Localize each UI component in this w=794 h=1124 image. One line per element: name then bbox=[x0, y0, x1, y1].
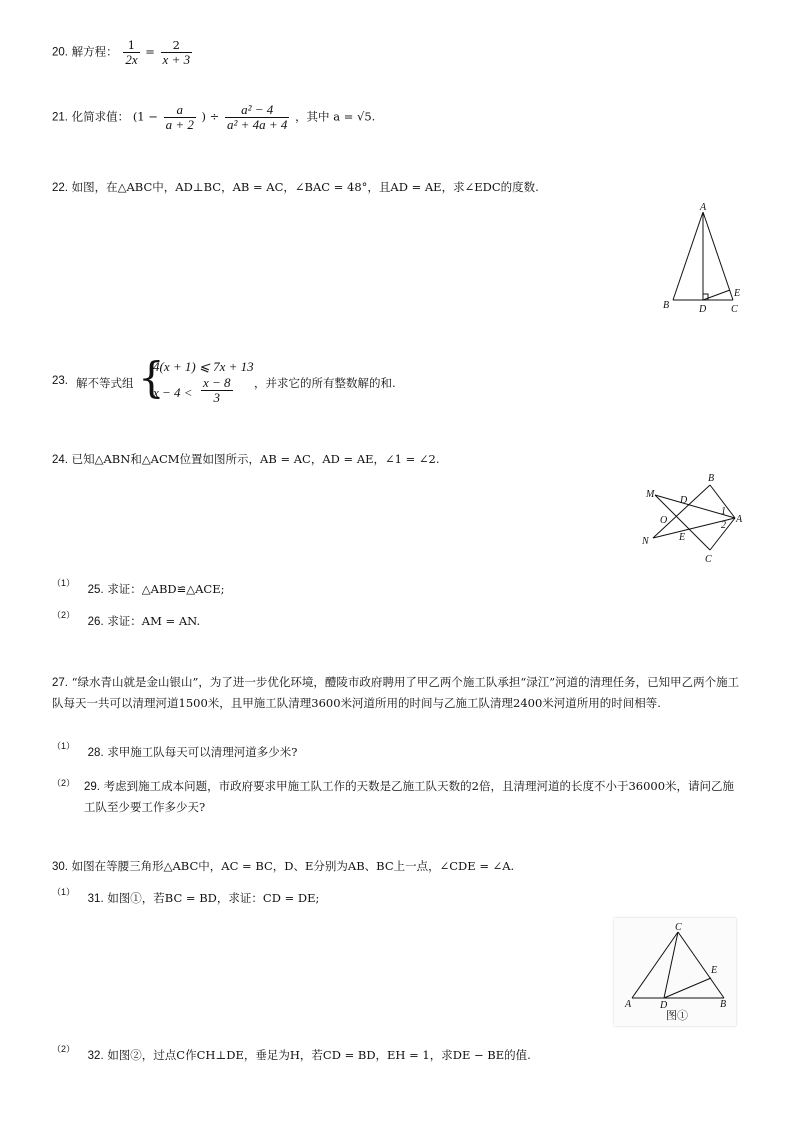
question-number: 27. bbox=[52, 677, 68, 689]
label-E: E bbox=[679, 532, 686, 543]
question-text: 如图，在△ABC中，AD⊥BC，AB = AC，∠BAC = 48°，且AD = AE，求∠EDC的度数. bbox=[71, 180, 539, 194]
question-number: 22. bbox=[52, 182, 68, 194]
label-M: M bbox=[646, 489, 655, 500]
question-number: 28. bbox=[87, 747, 104, 759]
question-number: 29. bbox=[84, 781, 100, 793]
question-text: 已知△ABN和△ACM位置如图所示，AB = AC，AD = AE，∠1 = ∠2. bbox=[71, 452, 440, 466]
question-24 bbox=[52, 451, 440, 467]
label-N: N bbox=[642, 536, 649, 547]
label-C: C bbox=[675, 922, 682, 933]
question-text: 求证：AM = AN. bbox=[107, 614, 201, 628]
question-20: 20. 解方程： $\frac{1}{2x}$ = $\frac{2}{x + 3}$ bbox=[52, 38, 191, 67]
label-B: B bbox=[663, 300, 670, 311]
label-A: A bbox=[736, 514, 743, 525]
question-number: 31. bbox=[87, 893, 104, 905]
question-label: 化简求值： bbox=[71, 109, 130, 124]
label-B: B bbox=[720, 999, 727, 1010]
question-text: 考虑到施工成本问题，市政府要求甲施工队工作的天数是乙施工队天数的2倍，且清理河道的长度不小于36000米，请问乙施工队至少要工作多少天? bbox=[84, 779, 735, 814]
part-marker: （2） bbox=[52, 1044, 76, 1054]
question-number: 25. bbox=[87, 584, 104, 596]
question-21: 21. 化简求值： (1 − $\frac{a}{a + 2}$ ) ÷ $\frac{\text{a² − 4}}{\text{a² + 4a + 4}}$ ，其中 a = √5. bbox=[52, 102, 376, 132]
question-tail: ，并求它的所有整数解的和. bbox=[254, 376, 396, 390]
question-22 bbox=[52, 179, 539, 195]
question-28 bbox=[52, 741, 298, 760]
part-marker: （1） bbox=[52, 741, 76, 751]
question-25 bbox=[52, 578, 225, 597]
fraction-2: $\frac{\text{a² − 4}}{\text{a² + 4a + 4}}$ bbox=[226, 102, 288, 132]
system-brace: { bbox=[138, 353, 165, 402]
part-marker: （2） bbox=[52, 610, 76, 620]
question-31 bbox=[52, 887, 320, 906]
question-number: 21. bbox=[52, 111, 68, 124]
fraction-lhs: $\frac{1}{2x}$ bbox=[125, 38, 138, 67]
question-text: 求甲施工队每天可以清理河道多少米? bbox=[107, 745, 298, 759]
question-text: 如图①，若BC = BD，求证：CD = DE; bbox=[107, 891, 320, 905]
question-number: 20. bbox=[52, 46, 68, 59]
label-angle-1: 1 bbox=[721, 506, 726, 517]
fraction-1: $\frac{a}{a + 2}$ bbox=[165, 102, 194, 132]
label-angle-2: 2 bbox=[721, 520, 726, 531]
question-number: 32. bbox=[87, 1050, 104, 1062]
figure-24 bbox=[636, 470, 756, 565]
label-C: C bbox=[705, 554, 712, 565]
question-text: 求证：△ABD≌△ACE; bbox=[107, 582, 225, 596]
question-26 bbox=[52, 610, 201, 629]
question-number: 26. bbox=[87, 616, 104, 628]
label-C: C bbox=[731, 304, 738, 315]
question-30 bbox=[52, 858, 514, 874]
question-number: 30. bbox=[52, 861, 68, 873]
label-E: E bbox=[734, 288, 741, 299]
question-number: 23. bbox=[52, 375, 68, 387]
part-marker: （2） bbox=[52, 778, 76, 788]
label-B: B bbox=[708, 473, 715, 484]
label-D: D bbox=[660, 1000, 668, 1011]
part-marker: （1） bbox=[52, 887, 76, 897]
label-A: A bbox=[625, 999, 632, 1010]
part-marker: （1） bbox=[52, 578, 76, 588]
label-D: D bbox=[699, 304, 707, 315]
inequality-2-fraction: $\frac{x - 8}{3}$ bbox=[203, 375, 231, 405]
question-32 bbox=[52, 1044, 531, 1063]
figure-22-triangle bbox=[655, 200, 750, 320]
question-29 bbox=[52, 776, 742, 817]
label-O: O bbox=[660, 515, 668, 526]
question-label: 解不等式组 bbox=[76, 376, 134, 390]
inequality-2-left: x − 4 < bbox=[153, 385, 193, 400]
label-D: D bbox=[680, 495, 688, 506]
label-A: A bbox=[700, 202, 707, 213]
question-27 bbox=[52, 672, 742, 713]
question-text: “绿水青山就是金山银山”，为了进一步优化环境，醴陵市政府聘用了甲乙两个施工队承担“渌江”河道的清理任务，已知甲乙两个施工队每天一共可以清理河道1500米，且甲施工队清理3600米河道所用的时间与乙施工队清理2400米河道所用的时间相等. bbox=[52, 675, 740, 710]
fraction-rhs: $\frac{2}{x + 3}$ bbox=[162, 38, 191, 67]
question-label: 解方程： bbox=[71, 44, 118, 59]
question-number: 24. bbox=[52, 454, 68, 466]
figure-31-triangle bbox=[614, 918, 736, 1026]
figure-caption: 图① bbox=[666, 1010, 688, 1022]
question-text: 如图在等腰三角形△ABC中，AC = BC，D、E分别为AB、BC上一点，∠CDE = ∠A. bbox=[71, 859, 515, 873]
label-E: E bbox=[711, 965, 718, 976]
question-text: 如图②，过点C作CH⊥DE，垂足为H，若CD = BD，EH = 1，求DE − BE的值. bbox=[107, 1048, 531, 1062]
inequality-1: 4(x + 1) ⩽ 7x + 13 bbox=[153, 359, 254, 374]
